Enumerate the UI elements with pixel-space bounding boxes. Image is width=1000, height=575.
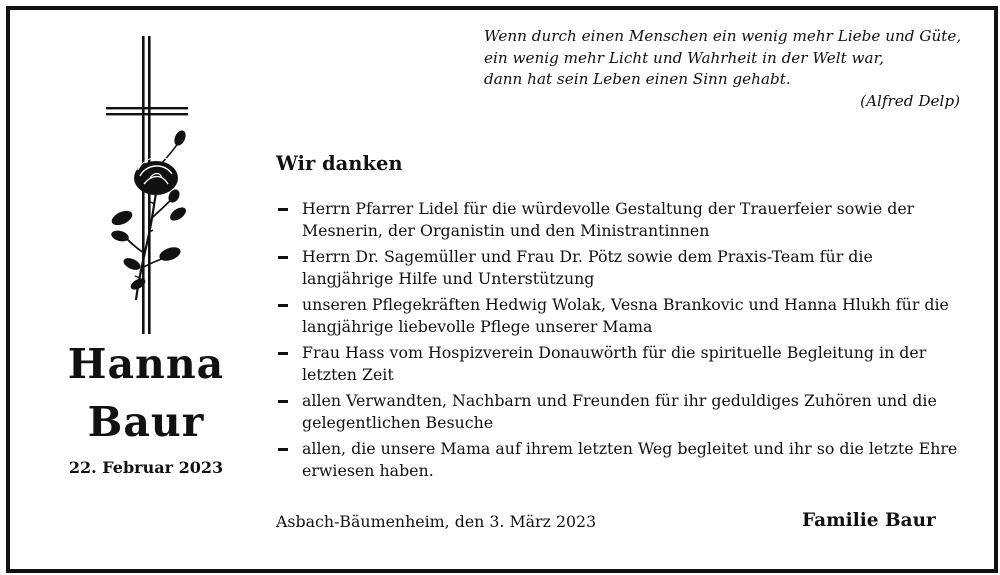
list-item (276, 198, 966, 241)
quote-block (484, 26, 964, 112)
list-item-text: Herrn Dr. Sagemüller und Frau Dr. Pötz sowie dem Praxis-Team für die langjährige Hilfe und Unterstützung (302, 247, 873, 288)
list-item-text: Herrn Pfarrer Lidel für die würdevolle Gestaltung der Trauerfeier sowie der Mesnerin, der Organistin und den Ministrantinnen (302, 199, 915, 240)
list-item (276, 438, 966, 481)
dash-bullet-icon (278, 400, 288, 403)
deceased-first-name: Hanna (67, 340, 225, 388)
list-item (276, 342, 966, 385)
dash-bullet-icon (278, 448, 288, 451)
dash-bullet-icon (278, 208, 288, 211)
family-signature: Familie Baur (802, 510, 936, 531)
thanks-heading: Wir danken (276, 152, 403, 175)
quote-line: ein wenig mehr Licht und Wahrheit in der Welt war, (484, 48, 884, 67)
list-item-text: Frau Hass vom Hospizverein Donauwörth für die spirituelle Begleitung in der letzten Zeit (302, 343, 927, 384)
place-and-date: Asbach-Bäumenheim, den 3. März 2023 (276, 512, 597, 531)
dash-bullet-icon (278, 304, 288, 307)
list-item (276, 390, 966, 433)
list-item-text: unseren Pflegekräften Hedwig Wolak, Vesna Brankovic und Hanna Hlukh für die langjährige liebevolle Pflege unserer Mama (302, 295, 949, 336)
date-of-death: 22. Februar 2023 (68, 458, 224, 477)
list-item-text: allen Verwandten, Nachbarn und Freunden für ihr geduldiges Zuhören und die gelegentlichen Besuche (302, 391, 937, 432)
list-item (276, 294, 966, 337)
quote-line: dann hat sein Leben einen Sinn gehabt. (484, 70, 791, 88)
deceased-last-name: Baur (87, 398, 205, 446)
list-item (276, 246, 966, 289)
quote-line: Wenn durch einen Menschen ein wenig mehr Liebe und Güte, (484, 27, 962, 45)
list-item-text: allen, die unsere Mama auf ihrem letzten Weg begleitet und ihr so die letzte Ehre erwiesen haben. (302, 439, 958, 480)
dash-bullet-icon (278, 256, 288, 259)
thanks-list (276, 198, 966, 486)
dash-bullet-icon (278, 352, 288, 355)
cross-with-rose-icon (92, 28, 212, 340)
quote-author: (Alfred Delp) (860, 91, 960, 110)
